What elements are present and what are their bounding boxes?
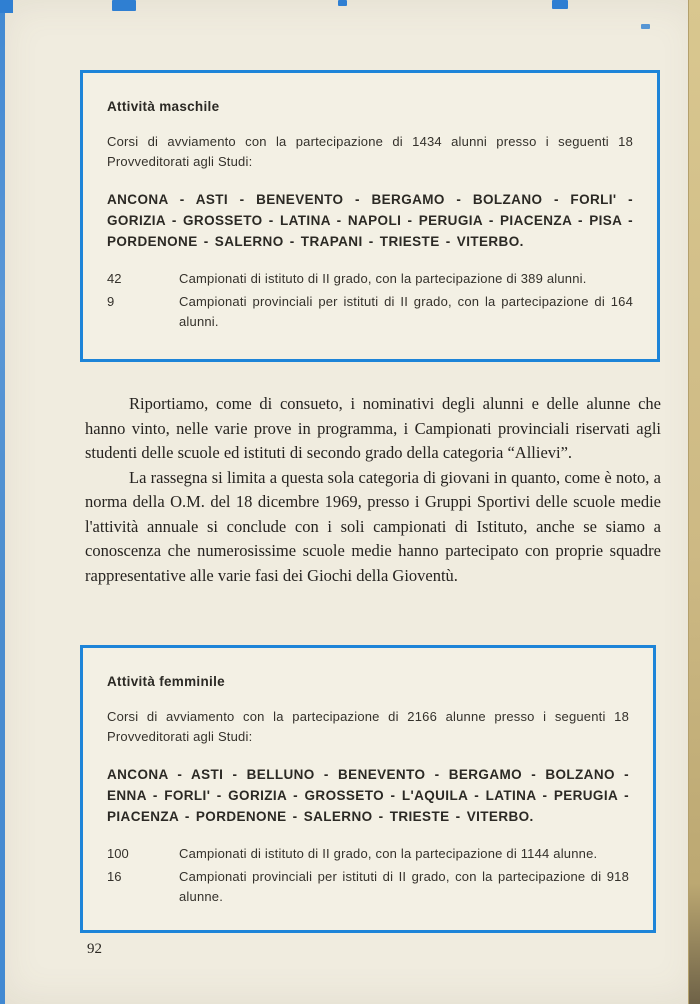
male-activity-intro: Corsi di avviamento con la partecipazione di 1434 alunni presso i seguenti 18 Provveditorati agli Studi: (107, 134, 633, 169)
male-activity-box (80, 70, 660, 362)
stat-text: Campionati provinciali per istituti di II grado, con la partecipazione di 164 alunni. (179, 294, 633, 329)
stat-row (107, 844, 629, 864)
scan-mark (641, 24, 650, 29)
stat-count: 16 (107, 869, 122, 884)
stat-row (107, 269, 633, 289)
female-activity-intro: Corsi di avviamento con la partecipazione di 2166 alunne presso i seguenti 18 Provveditorati agli Studi: (107, 709, 629, 744)
male-activity-title: Attività maschile (107, 99, 220, 114)
stat-count: 100 (107, 846, 129, 861)
stat-text: Campionati di istituto di II grado, con la partecipazione di 1144 alunne. (179, 846, 598, 861)
stat-row (107, 867, 629, 907)
stat-row (107, 292, 633, 332)
female-activity-box (80, 645, 656, 933)
stat-text: Campionati di istituto di II grado, con la partecipazione di 389 alunni. (179, 271, 587, 286)
page-number: 92 (87, 941, 102, 957)
body-paragraphs (85, 392, 661, 588)
female-activity-title: Attività femminile (107, 674, 225, 689)
stat-count: 42 (107, 271, 122, 286)
scan-mark (552, 0, 568, 9)
scan-mark (338, 0, 347, 6)
paragraph-1: Riportiamo, come di consueto, i nominativi degli alunni e delle alunne che hanno vinto, nelle varie prove in programma, i Campionati provinciali riservati agli studenti delle scuole ed istituti di secondo grado della categoria “Allievi”. (85, 394, 661, 462)
scan-edge-left (0, 0, 5, 1004)
scan-mark (112, 0, 136, 11)
male-provinces-list: ANCONA - ASTI - BENEVENTO - BERGAMO - BOLZANO - FORLI' - GORIZIA - GROSSETO - LATINA - NAPOLI - PERUGIA - PIACENZA - PISA - PORDENONE - SALERNO - TRAPANI - TRIESTE - VITERBO. (107, 192, 633, 249)
stat-text: Campionati provinciali per istituti di II grado, con la partecipazione di 918 alunne. (179, 869, 629, 904)
female-provinces-list: ANCONA - ASTI - BELLUNO - BENEVENTO - BERGAMO - BOLZANO - ENNA - FORLI' - GORIZIA - GROSSETO - L'AQUILA - LATINA - PERUGIA - PIACENZA - PORDENONE - SALERNO - TRIESTE - VITERBO. (107, 767, 629, 824)
scan-corner-mark (0, 0, 13, 13)
scan-edge-right (688, 0, 700, 1004)
paragraph-2: La rassegna si limita a questa sola categoria di giovani in quanto, come è noto, a norma della O.M. del 18 dicembre 1969, presso i Gruppi Sportivi delle scuole medie l'attività annuale si conclude con i soli campionati di Istituto, anche se siamo a conoscenza che numerosissime scuole medie hanno partecipato con proprie squadre rappresentative alle varie fasi dei Giochi della Gioventù. (85, 467, 661, 585)
stat-count: 9 (107, 294, 115, 309)
